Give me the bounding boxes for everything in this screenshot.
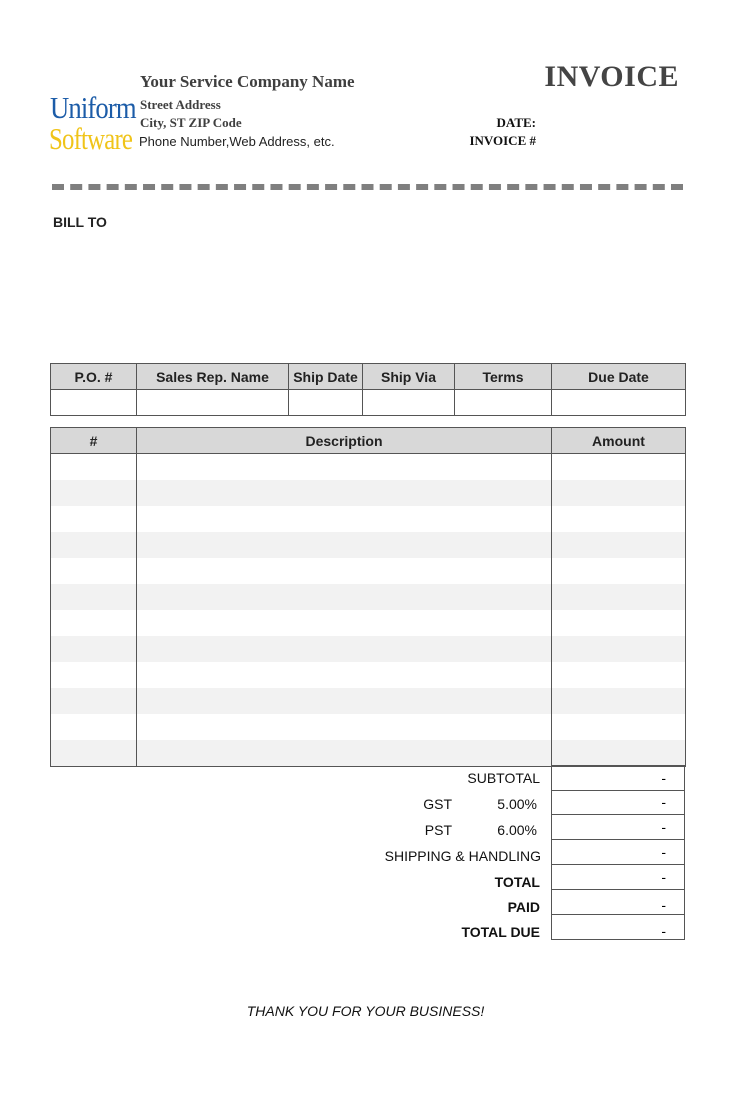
ship-date-header: Ship Date xyxy=(289,364,363,390)
line-item-row xyxy=(51,532,686,558)
description-cell[interactable] xyxy=(137,636,552,662)
amount-header: Amount xyxy=(552,428,686,454)
gst-rate: 5.00% xyxy=(497,796,537,812)
amount-cell[interactable] xyxy=(552,480,686,506)
description-cell[interactable] xyxy=(137,480,552,506)
total-due-box[interactable] xyxy=(551,915,685,940)
gst-value: - xyxy=(661,794,666,810)
amount-cell[interactable] xyxy=(552,714,686,740)
description-cell[interactable] xyxy=(137,506,552,532)
amount-cell[interactable] xyxy=(552,558,686,584)
description-header: Description xyxy=(137,428,552,454)
line-item-row xyxy=(51,740,686,767)
description-cell[interactable] xyxy=(137,454,552,481)
logo-uniform: Uniform xyxy=(50,90,136,125)
amount-cell[interactable] xyxy=(552,688,686,714)
line-item-row xyxy=(51,636,686,662)
company-name: Your Service Company Name xyxy=(140,72,355,91)
line-items-body xyxy=(51,454,686,767)
amount-cell[interactable] xyxy=(552,506,686,532)
invoice-number-label: INVOICE # xyxy=(469,133,536,148)
paid-value: - xyxy=(661,897,666,913)
amount-cell[interactable] xyxy=(552,740,686,767)
amount-cell[interactable] xyxy=(552,636,686,662)
invoice-title: INVOICE xyxy=(544,60,679,93)
subtotal-label: SUBTOTAL xyxy=(467,770,540,786)
item-number-cell[interactable] xyxy=(51,636,137,662)
terms-cell[interactable] xyxy=(455,390,552,416)
terms-header: Terms xyxy=(455,364,552,390)
line-item-row xyxy=(51,662,686,688)
header-divider xyxy=(52,184,683,190)
amount-cell[interactable] xyxy=(552,454,686,481)
order-info-header xyxy=(51,364,686,390)
line-item-row xyxy=(51,506,686,532)
shipping-box[interactable] xyxy=(551,840,685,865)
gst-box[interactable] xyxy=(551,790,685,815)
line-items-table xyxy=(50,427,686,767)
description-cell[interactable] xyxy=(137,662,552,688)
total-due-label: TOTAL DUE xyxy=(461,924,540,940)
shipping-label: SHIPPING & HANDLING xyxy=(384,848,541,864)
item-number-cell[interactable] xyxy=(51,740,137,767)
item-number-cell[interactable] xyxy=(51,610,137,636)
line-item-row xyxy=(51,714,686,740)
description-cell[interactable] xyxy=(137,558,552,584)
line-item-row xyxy=(51,688,686,714)
item-number-cell[interactable] xyxy=(51,506,137,532)
thank-you-message: THANK YOU FOR YOUR BUSINESS! xyxy=(246,1003,485,1019)
ship-via-cell[interactable] xyxy=(363,390,455,416)
po-number-header: P.O. # xyxy=(51,364,137,390)
line-item-row xyxy=(51,454,686,481)
sales-rep-cell[interactable] xyxy=(137,390,289,416)
due-date-header: Due Date xyxy=(552,364,686,390)
description-cell[interactable] xyxy=(137,688,552,714)
bill-to-label: BILL TO xyxy=(53,214,107,230)
amount-cell[interactable] xyxy=(552,584,686,610)
paid-label: PAID xyxy=(507,899,540,915)
due-date-cell[interactable] xyxy=(552,390,686,416)
item-number-cell[interactable] xyxy=(51,558,137,584)
subtotal-value: - xyxy=(661,770,666,786)
line-item-row xyxy=(51,480,686,506)
item-number-cell[interactable] xyxy=(51,584,137,610)
description-cell[interactable] xyxy=(137,532,552,558)
order-info-values xyxy=(51,390,686,416)
paid-box[interactable] xyxy=(551,890,685,915)
pst-rate: 6.00% xyxy=(497,822,537,838)
total-due-value: - xyxy=(661,923,666,939)
po-number-cell[interactable] xyxy=(51,390,137,416)
item-number-header: # xyxy=(51,428,137,454)
logo-software: Software xyxy=(49,121,133,156)
item-number-cell[interactable] xyxy=(51,662,137,688)
total-box[interactable] xyxy=(551,865,685,890)
date-label: DATE: xyxy=(496,115,536,130)
pst-value: - xyxy=(661,819,666,835)
amount-cell[interactable] xyxy=(552,532,686,558)
item-number-cell[interactable] xyxy=(51,480,137,506)
gst-label: GST xyxy=(423,796,452,812)
line-item-row xyxy=(51,584,686,610)
item-number-cell[interactable] xyxy=(51,714,137,740)
description-cell[interactable] xyxy=(137,740,552,767)
ship-date-cell[interactable] xyxy=(289,390,363,416)
subtotal-box[interactable] xyxy=(551,765,685,791)
description-cell[interactable] xyxy=(137,610,552,636)
order-info-table xyxy=(50,363,686,416)
line-items-header xyxy=(51,428,686,454)
item-number-cell[interactable] xyxy=(51,688,137,714)
line-item-row xyxy=(51,558,686,584)
description-cell[interactable] xyxy=(137,584,552,610)
item-number-cell[interactable] xyxy=(51,454,137,481)
contact-info: Phone Number,Web Address, etc. xyxy=(139,134,335,149)
ship-via-header: Ship Via xyxy=(363,364,455,390)
shipping-value: - xyxy=(661,844,666,860)
pst-label: PST xyxy=(424,822,452,838)
pst-box[interactable] xyxy=(551,815,685,840)
sales-rep-header: Sales Rep. Name xyxy=(137,364,289,390)
amount-cell[interactable] xyxy=(552,610,686,636)
city-state-zip: City, ST ZIP Code xyxy=(140,115,242,130)
total-value: - xyxy=(661,869,666,885)
street-address: Street Address xyxy=(140,97,221,112)
total-label: TOTAL xyxy=(494,874,540,890)
description-cell[interactable] xyxy=(137,714,552,740)
item-number-cell[interactable] xyxy=(51,532,137,558)
line-item-row xyxy=(51,610,686,636)
amount-cell[interactable] xyxy=(552,662,686,688)
